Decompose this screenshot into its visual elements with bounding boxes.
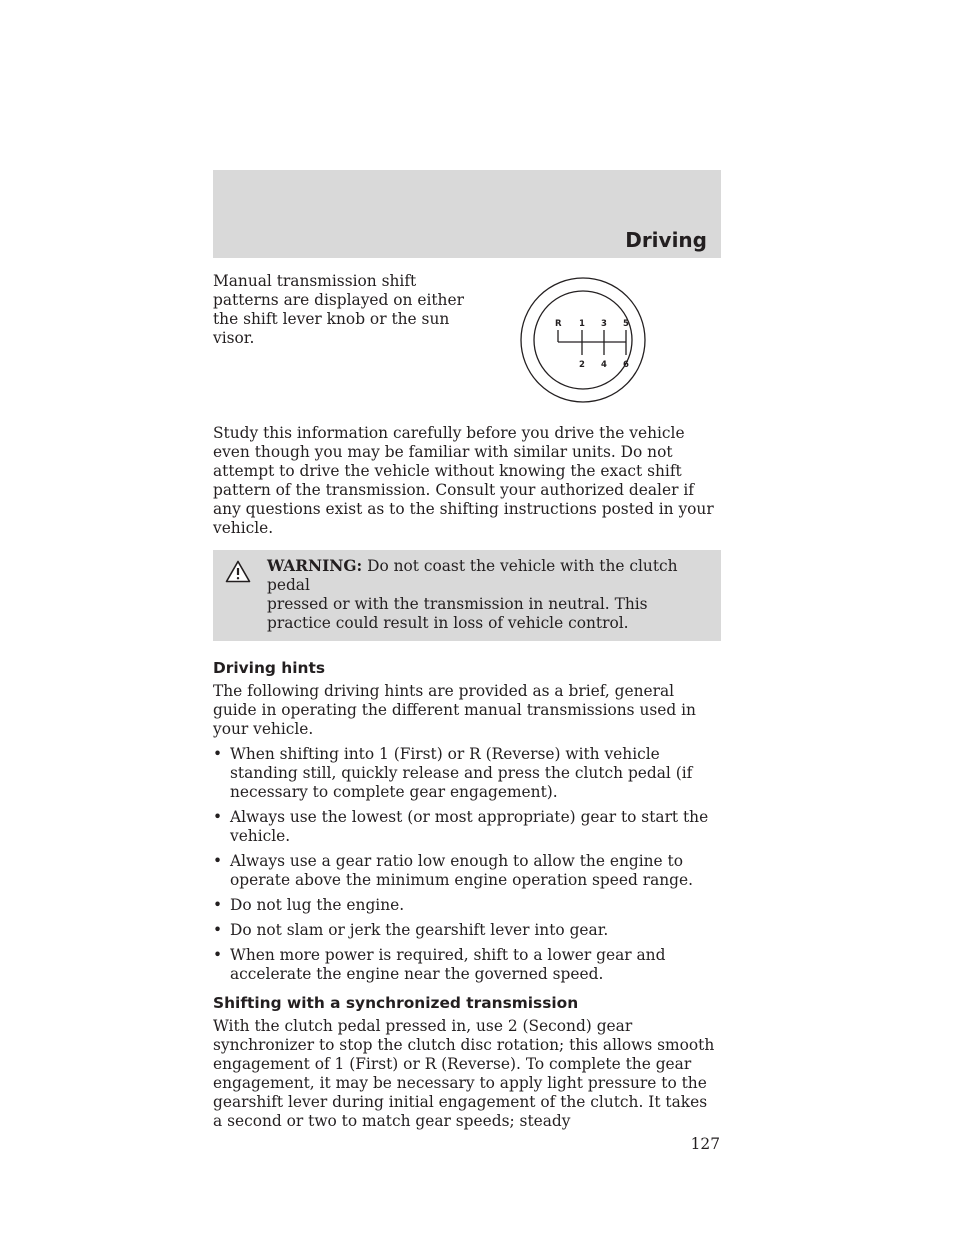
gear-label-r: R [555,319,562,329]
list-item: • Always use a gear ratio low enough to allow the engine to operate above the minimum engine operation speed range. [213,852,694,889]
gear-label-4: 4 [601,360,607,370]
list-item-text: Always use the lowest (or most appropriate) gear to start the vehicle. [230,808,709,845]
section-header-band [213,170,721,258]
list-item: • Do not lug the engine. [213,896,405,914]
list-item: • Do not slam or jerk the gearshift lever into gear. [213,921,609,939]
gear-label-1: 1 [579,319,585,329]
section-title: Driving [625,228,707,252]
list-item-text: Do not slam or jerk the gearshift lever into gear. [230,921,609,939]
warning-first-line [267,557,713,595]
warning-triangle-icon [225,560,251,583]
driving-hints-list [213,745,721,984]
driving-hints-intro: The following driving hints are provided as a brief, general guide in operating the different manual transmissions used in your vehicle. [213,682,696,738]
page-number: 127 [690,1135,720,1153]
page-content [213,270,721,1131]
list-item-text: Do not lug the engine. [230,896,405,914]
warning-box [213,550,721,641]
list-item: • When more power is required, shift to a lower gear and accelerate the engine near the governed speed. [213,946,666,983]
study-paragraph: Study this information carefully before you drive the vehicle even though you may be familiar with similar units. Do not attempt to drive the vehicle without knowing the exact shift pattern of the transmission. Consult your authorized dealer if any questions exist as to the shifting instructions posted in your vehicle. [213,424,714,537]
gear-label-6: 6 [623,360,629,370]
gear-label-3: 3 [601,319,607,329]
list-item: • Always use the lowest (or most appropriate) gear to start the vehicle. [213,808,709,845]
intro-row [213,270,721,422]
list-item-text: When more power is required, shift to a lower gear and accelerate the engine near the governed speed. [230,946,666,983]
warning-text-rest-content: pressed or with the transmission in neutral. This practice could result in loss of vehicle control. [267,595,648,632]
list-item-text: Always use a gear ratio low enough to allow the engine to operate above the minimum engine operation speed range. [230,852,694,889]
synchronized-heading: Shifting with a synchronized transmission [213,994,579,1012]
list-item: • When shifting into 1 (First) or R (Reverse) with vehicle standing still, quickly release and press the clutch pedal (if necessary to complete gear engagement). [213,745,693,801]
gear-label-5: 5 [623,319,629,329]
shift-knob-inner-ring [534,291,632,389]
driving-hints-heading: Driving hints [213,659,325,677]
gear-label-2: 2 [579,360,585,370]
shift-pattern-diagram [518,275,648,405]
list-item-text: When shifting into 1 (First) or R (Reverse) with vehicle standing still, quickly release and press the clutch pedal (if necessary to complete gear engagement). [230,745,693,801]
warning-text-line1: Do not coast the vehicle with the clutch pedal [267,557,678,594]
synchronized-paragraph: With the clutch pedal pressed in, use 2 (Second) gear synchronizer to stop the clutch disc rotation; this allows smooth engagement of 1 (First) or R (Reverse). To complete the gear engagement, it may be necessary to apply light pressure to the gearshift lever during initial engagement of the clutch. It takes a second or two to match gear speeds; steady [213,1017,715,1130]
intro-text: Manual transmission shift patterns are displayed on either the shift lever knob or the sun visor. [213,272,464,347]
warning-label: WARNING: [267,557,363,575]
warning-text-rest [221,595,713,633]
